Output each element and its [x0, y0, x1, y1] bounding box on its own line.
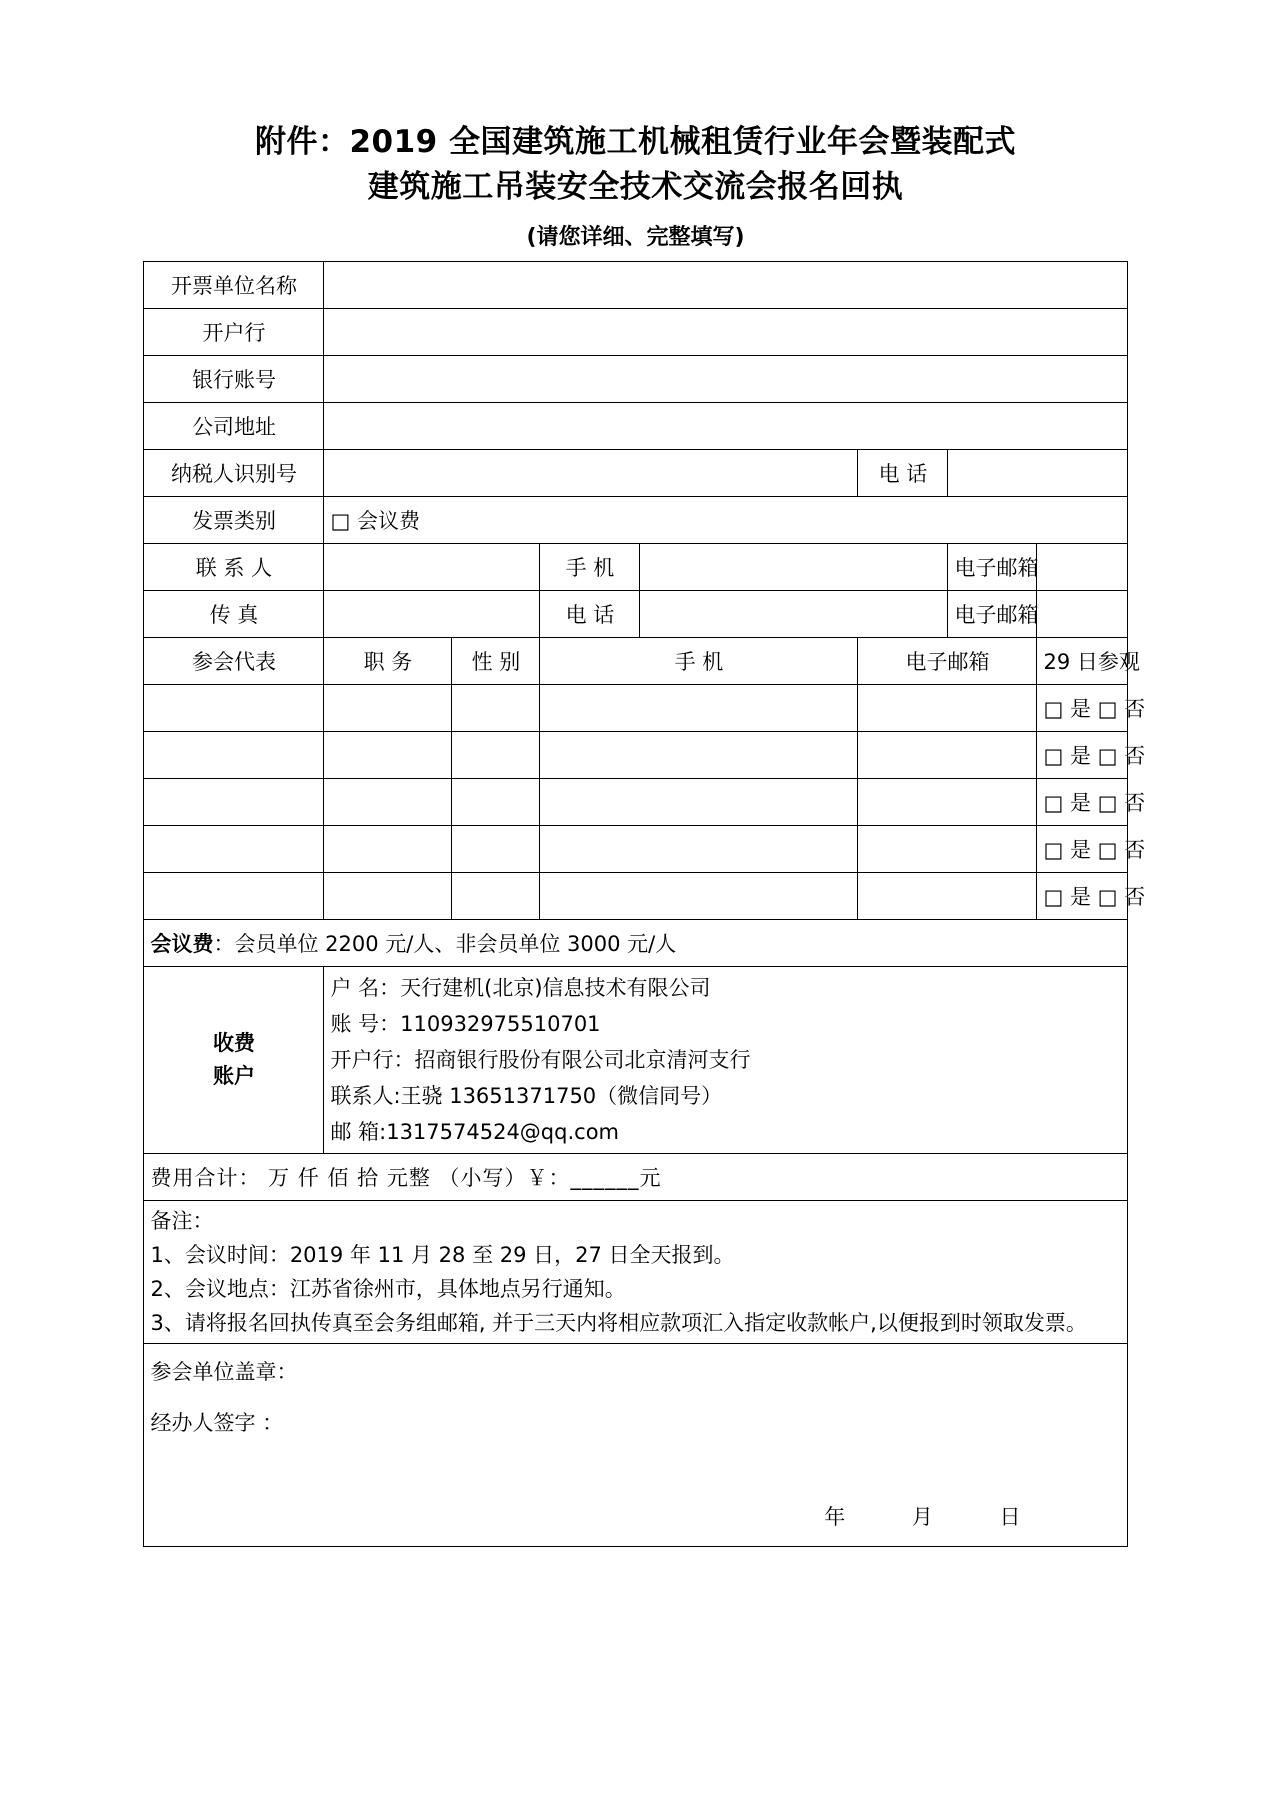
remark-item: 3、请将报名回执传真至会务组邮箱, 并于三天内将相应款项汇入指定收款帐户,以便报到时领取发票。 — [150, 1311, 1087, 1336]
delegate-mobile-input[interactable] — [540, 684, 858, 731]
account-row — [144, 966, 1127, 1154]
delegate-email-input[interactable] — [858, 731, 1037, 778]
table-row — [144, 778, 1127, 825]
table-row — [144, 684, 1127, 731]
total-amount-field[interactable]: 费用合计： 万 仟 佰 拾 元整 （小写）￥：______元 — [144, 1154, 1127, 1201]
remark-item: 2、会议地点：江苏省徐州市，具体地点另行通知。 — [150, 1277, 626, 1302]
company-address-label: 公司地址 — [144, 402, 324, 449]
email-label-2: 电子邮箱 — [948, 590, 1037, 637]
delegate-col-email: 电子邮箱 — [858, 637, 1037, 684]
account-contact: 联系人:王骁 13651371750（微信同号） — [330, 1084, 723, 1109]
email-label: 电子邮箱 — [948, 543, 1037, 590]
bank-account-input[interactable] — [324, 355, 1127, 402]
delegate-email-input[interactable] — [858, 778, 1037, 825]
fee-text: ：会员单位 2200 元/人、非会员单位 3000 元/人 — [213, 931, 677, 956]
phone-input[interactable] — [948, 449, 1127, 496]
fax-label: 传 真 — [144, 590, 324, 637]
table-row — [144, 308, 1127, 355]
delegate-gender-input[interactable] — [452, 778, 540, 825]
table-row — [144, 590, 1127, 637]
fax-input[interactable] — [324, 590, 540, 637]
signature-cell — [144, 1344, 1127, 1546]
email-input[interactable] — [1037, 543, 1127, 590]
delegate-gender-input[interactable] — [452, 731, 540, 778]
registration-form-table — [143, 261, 1146, 1547]
mobile-label: 手 机 — [540, 543, 640, 590]
table-row — [144, 449, 1127, 496]
signer-label: 经办人签字 ： — [150, 1410, 284, 1435]
table-row — [144, 543, 1127, 590]
delegate-mobile-input[interactable] — [540, 872, 858, 919]
bank-label: 开户行 — [144, 308, 324, 355]
date-label: 年 月 日 — [824, 1505, 1051, 1530]
delegate-col-visit: 29 日参观 — [1037, 637, 1127, 684]
mobile-input[interactable] — [640, 543, 948, 590]
bank-input[interactable] — [324, 308, 1127, 355]
company-address-input[interactable] — [324, 402, 1127, 449]
signature-row — [144, 1344, 1127, 1546]
delegate-mobile-input[interactable] — [540, 778, 858, 825]
account-label-line-2: 账户 — [212, 1064, 255, 1089]
account-number: 账 号：110932975510701 — [330, 1011, 601, 1036]
invoice-company-label: 开票单位名称 — [144, 261, 324, 308]
delegate-name-input[interactable] — [144, 684, 324, 731]
taxpayer-id-label: 纳税人识别号 — [144, 449, 324, 496]
delegate-gender-input[interactable] — [452, 684, 540, 731]
fee-cell — [144, 919, 1127, 966]
delegate-name-input[interactable] — [144, 825, 324, 872]
delegate-mobile-input[interactable] — [540, 731, 858, 778]
delegate-visit-checkbox[interactable]: □ 是 □ 否 — [1037, 684, 1127, 731]
title-line-2: 建筑施工吊装安全技术交流会报名回执 — [367, 168, 904, 205]
page-title — [140, 120, 1131, 210]
remarks-row — [144, 1201, 1127, 1344]
taxpayer-id-input[interactable] — [324, 449, 858, 496]
account-label — [144, 966, 324, 1154]
stamp-label: 参会单位盖章： — [150, 1360, 298, 1385]
invoice-company-input[interactable] — [324, 261, 1127, 308]
delegate-col-name: 参会代表 — [144, 637, 324, 684]
remarks-cell — [144, 1201, 1127, 1344]
account-details — [324, 966, 1127, 1154]
account-name: 户 名：天行建机(北京)信息技术有限公司 — [330, 975, 711, 1000]
delegate-name-input[interactable] — [144, 872, 324, 919]
delegate-visit-checkbox[interactable]: □ 是 □ 否 — [1037, 731, 1127, 778]
delegate-email-input[interactable] — [858, 872, 1037, 919]
delegate-position-input[interactable] — [324, 872, 452, 919]
table-row — [144, 825, 1127, 872]
fee-label: 会议费 — [150, 931, 214, 956]
delegate-position-input[interactable] — [324, 731, 452, 778]
delegate-col-position: 职 务 — [324, 637, 452, 684]
delegate-visit-checkbox[interactable]: □ 是 □ 否 — [1037, 872, 1127, 919]
delegate-col-gender: 性 别 — [452, 637, 540, 684]
tel-label: 电 话 — [540, 590, 640, 637]
delegate-position-input[interactable] — [324, 684, 452, 731]
fee-row — [144, 919, 1127, 966]
total-row — [144, 1154, 1127, 1201]
account-email: 邮 箱:1317574524@qq.com — [330, 1120, 619, 1145]
delegates-header-row — [144, 637, 1127, 684]
contact-input[interactable] — [324, 543, 540, 590]
delegate-position-input[interactable] — [324, 825, 452, 872]
delegate-position-input[interactable] — [324, 778, 452, 825]
table-row — [144, 496, 1127, 543]
delegate-name-input[interactable] — [144, 731, 324, 778]
delegate-email-input[interactable] — [858, 825, 1037, 872]
delegate-gender-input[interactable] — [452, 872, 540, 919]
invoice-type-label: 发票类别 — [144, 496, 324, 543]
account-label-line-1: 收费 — [212, 1030, 255, 1055]
contact-label: 联 系 人 — [144, 543, 324, 590]
phone-label: 电 话 — [858, 449, 948, 496]
remarks-title: 备注： — [150, 1209, 214, 1234]
table-row — [144, 731, 1127, 778]
email-input-2[interactable] — [1037, 590, 1127, 637]
title-line-1: 附件：2019 全国建筑施工机械租赁行业年会暨装配式 — [254, 124, 1017, 160]
table-row — [144, 355, 1127, 402]
account-bank: 开户行：招商银行股份有限公司北京清河支行 — [330, 1048, 751, 1073]
tel-input[interactable] — [640, 590, 948, 637]
delegate-email-input[interactable] — [858, 684, 1037, 731]
table-row — [144, 872, 1127, 919]
delegate-visit-checkbox[interactable]: □ 是 □ 否 — [1037, 825, 1127, 872]
table-row — [144, 402, 1127, 449]
delegate-col-mobile: 手 机 — [540, 637, 858, 684]
delegate-name-input[interactable] — [144, 778, 324, 825]
invoice-type-checkbox[interactable]: □ 会议费 — [324, 496, 1127, 543]
delegate-visit-checkbox[interactable]: □ 是 □ 否 — [1037, 778, 1127, 825]
delegate-mobile-input[interactable] — [540, 825, 858, 872]
table-row — [144, 261, 1127, 308]
bank-account-label: 银行账号 — [144, 355, 324, 402]
remark-item: 1、会议时间：2019 年 11 月 28 至 29 日，27 日全天报到。 — [150, 1243, 735, 1268]
delegate-gender-input[interactable] — [452, 825, 540, 872]
page-subtitle: (请您详细、完整填写) — [526, 224, 745, 250]
